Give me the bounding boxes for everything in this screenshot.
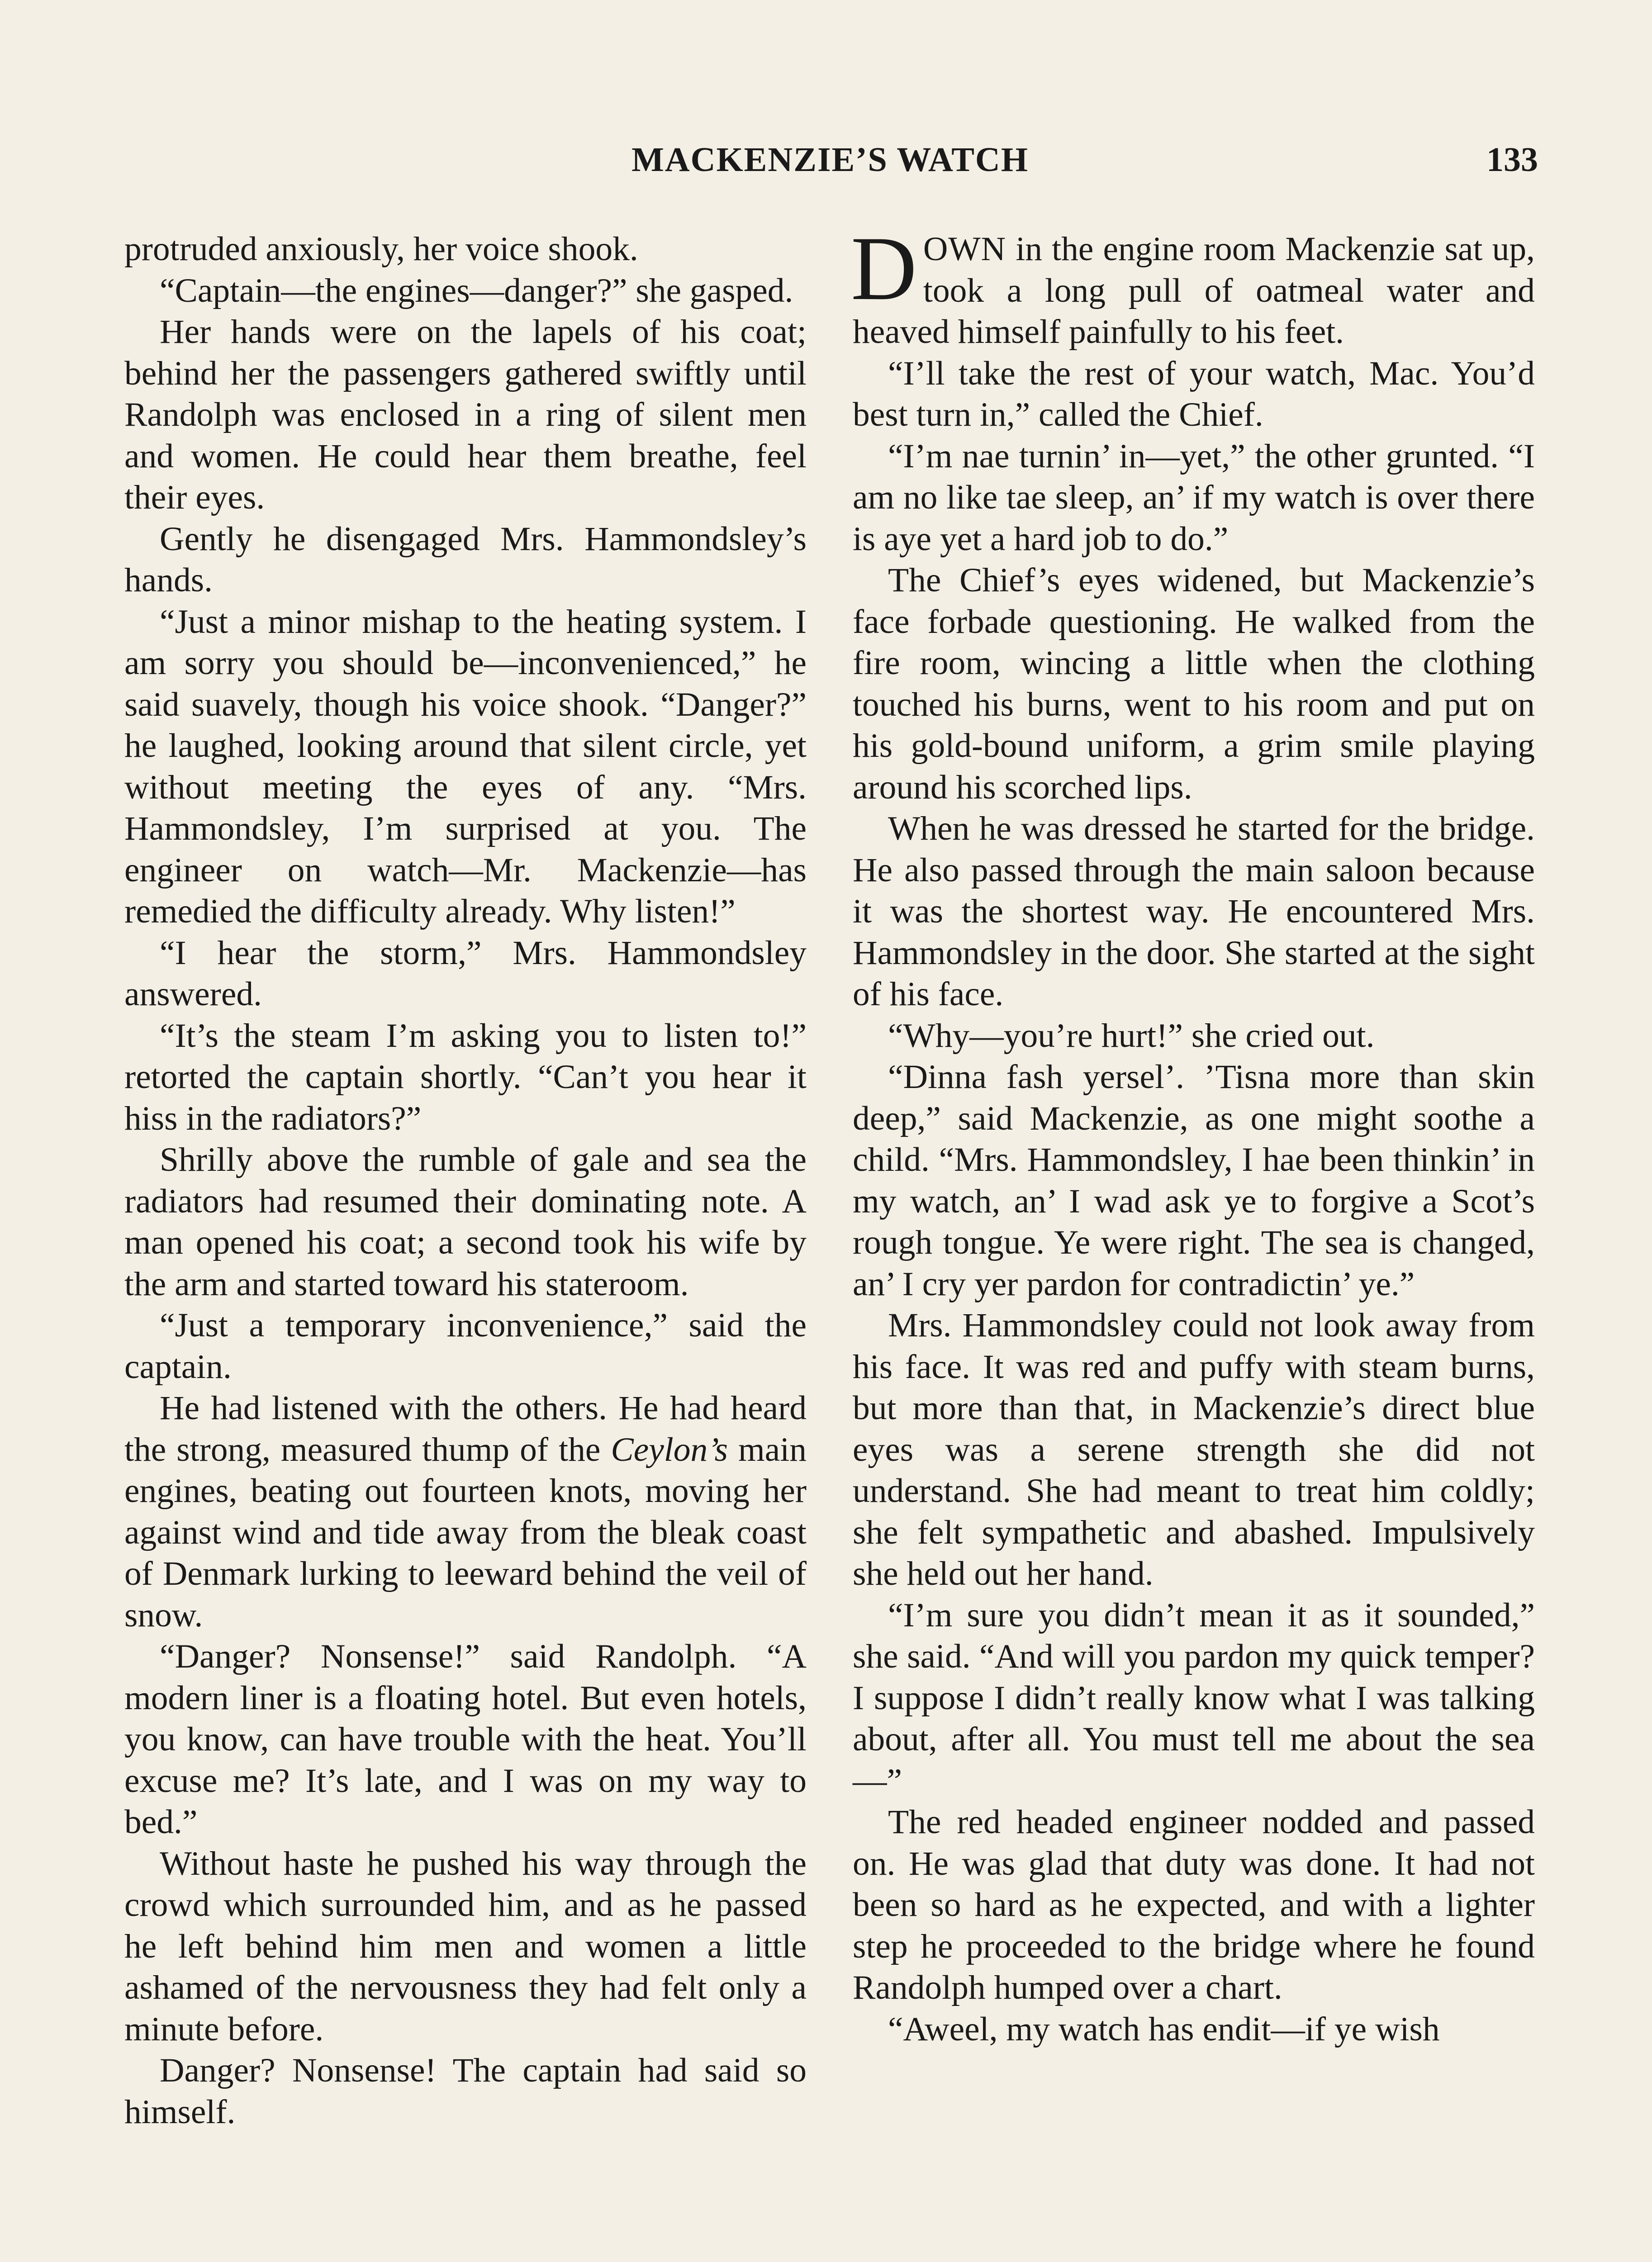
paragraph: “Aweel, my watch has endit—if ye wish	[888, 2010, 1440, 2048]
paragraph: “Just a temporary inconvenience,” said the captain.	[124, 1307, 807, 1386]
paragraph: Mrs. Hammondsley could not look away from his face. It was red and puffy with steam burns, but more than that, in Mackenzie’s direct blue eyes was a serene strength she did not understand. She had meant to treat him coldly; she felt sympathetic and abashed. Impulsively she held out her hand.	[853, 1307, 1535, 1592]
opening-word: OWN	[923, 230, 1006, 268]
drop-cap: D	[851, 218, 917, 319]
running-title: MACKENZIE’S WATCH	[631, 141, 1029, 179]
paragraph: “I hear the storm,” Mrs. Hammondsley answered.	[124, 934, 807, 1013]
paragraph: “Dinna fash yersel’. ’Tisna more than skin deep,” said Mackenzie, as one might soothe a child. “Mrs. Hammondsley, I hae been thinkin’ in my watch, an’ I wad ask ye to forgive a Scot’s rough tongue. Ye were right. The sea is changed, an’ I cry yer pardon for contradictin’ ye.”	[853, 1058, 1535, 1303]
opening-paragraph	[851, 218, 1535, 353]
paragraph: “It’s the steam I’m asking you to listen to!” retorted the captain shortly. “Can’t you hear it hiss in the radiators?”	[124, 1017, 807, 1137]
paragraph: The Chief’s eyes widened, but Mackenzie’s face forbade questioning. He walked from the fire room, wincing a little when the clothing touched his burns, went to his room and put on his gold-bound uniform, a grim smile playing around his scorched lips.	[853, 561, 1535, 806]
page-number: 133	[1486, 141, 1538, 179]
paragraph: Gently he disengaged Mrs. Hammondsley’s hands.	[124, 520, 807, 599]
paragraph: The red headed engineer nodded and passed on. He was glad that duty was done. It had not been so hard as he expected, and with a lighter step he proceeded to the bridge where he found Randolph humped over a chart.	[853, 1803, 1535, 2006]
paragraph: “Just a minor mishap to the heating system. I am sorry you should be—inconvenienced,” he said suavely, though his voice shook. “Danger?” he laughed, looking around that silent circle, yet without meeting the eyes of any. “Mrs. Hammondsley, I’m surprised at you. The engineer on watch—Mr. Mackenzie—has remedied the difficulty already. Why listen!”	[124, 603, 807, 930]
paragraph: “I’m sure you didn’t mean it as it sounded,” she said. “And will you pardon my quick temper? I suppose I didn’t really know what I was talking about, after all. You must tell me about the sea—”	[853, 1596, 1535, 1800]
paragraph: “Captain—the engines—danger?” she gasped.	[160, 271, 793, 309]
paragraph: Without haste he pushed his way through the crowd which surrounded him, and as he passed he left behind him men and women a little ashamed of the nervousness they had felt only a minute before.	[124, 1844, 807, 2048]
left-column	[124, 228, 807, 2133]
paragraph-text: in the engine room Mackenzie sat up, took a long pull of oatmeal water and heaved himself painfully to his feet.	[853, 230, 1535, 351]
ship-name: Ceylon’s	[611, 1430, 728, 1468]
paragraph: “Danger? Nonsense!” said Randolph. “A modern liner is a floating hotel. But even hotels, you know, can have trouble with the heat. You’ll excuse me? It’s late, and I was on my way to bed.”	[124, 1638, 807, 1841]
paragraph: When he was dressed he started for the bridge. He also passed through the main saloon because it was the shortest way. He encountered Mrs. Hammondsley in the door. She started at the sight of his face.	[853, 810, 1535, 1013]
paragraph: “I’m nae turnin’ in—yet,” the other grunted. “I am no like tae sleep, an’ if my watch is over there is aye yet a hard job to do.”	[853, 437, 1535, 558]
paragraph: protruded anxiously, her voice shook.	[124, 230, 638, 268]
paragraph: “I’ll take the rest of your watch, Mac. You’d best turn in,” called the Chief.	[853, 354, 1535, 433]
paragraph: Danger? Nonsense! The captain had said so himself.	[124, 2052, 807, 2131]
paragraph: Her hands were on the lapels of his coat; behind her the passengers gathered swiftly until Randolph was enclosed in a ring of silent men and women. He could hear them breathe, feel their eyes.	[124, 313, 807, 516]
running-head	[122, 136, 1538, 190]
right-column	[851, 218, 1535, 2050]
paragraph-text: He had listened with the others. He had heard the strong, measured thump of the	[124, 1389, 807, 1468]
paragraph: Shrilly above the rumble of gale and sea the radiators had resumed their dominating note. A man opened his coat; a second took his wife by the arm and started toward his stateroom.	[124, 1141, 807, 1303]
paragraph: “Why—you’re hurt!” she cried out.	[888, 1017, 1375, 1055]
paragraph	[124, 1388, 807, 1636]
paragraph-text: main engines, beating out fourteen knots, moving her against wind and tide away from the bleak coast of Denmark lurking to leeward behind the veil of snow.	[124, 1430, 807, 1634]
